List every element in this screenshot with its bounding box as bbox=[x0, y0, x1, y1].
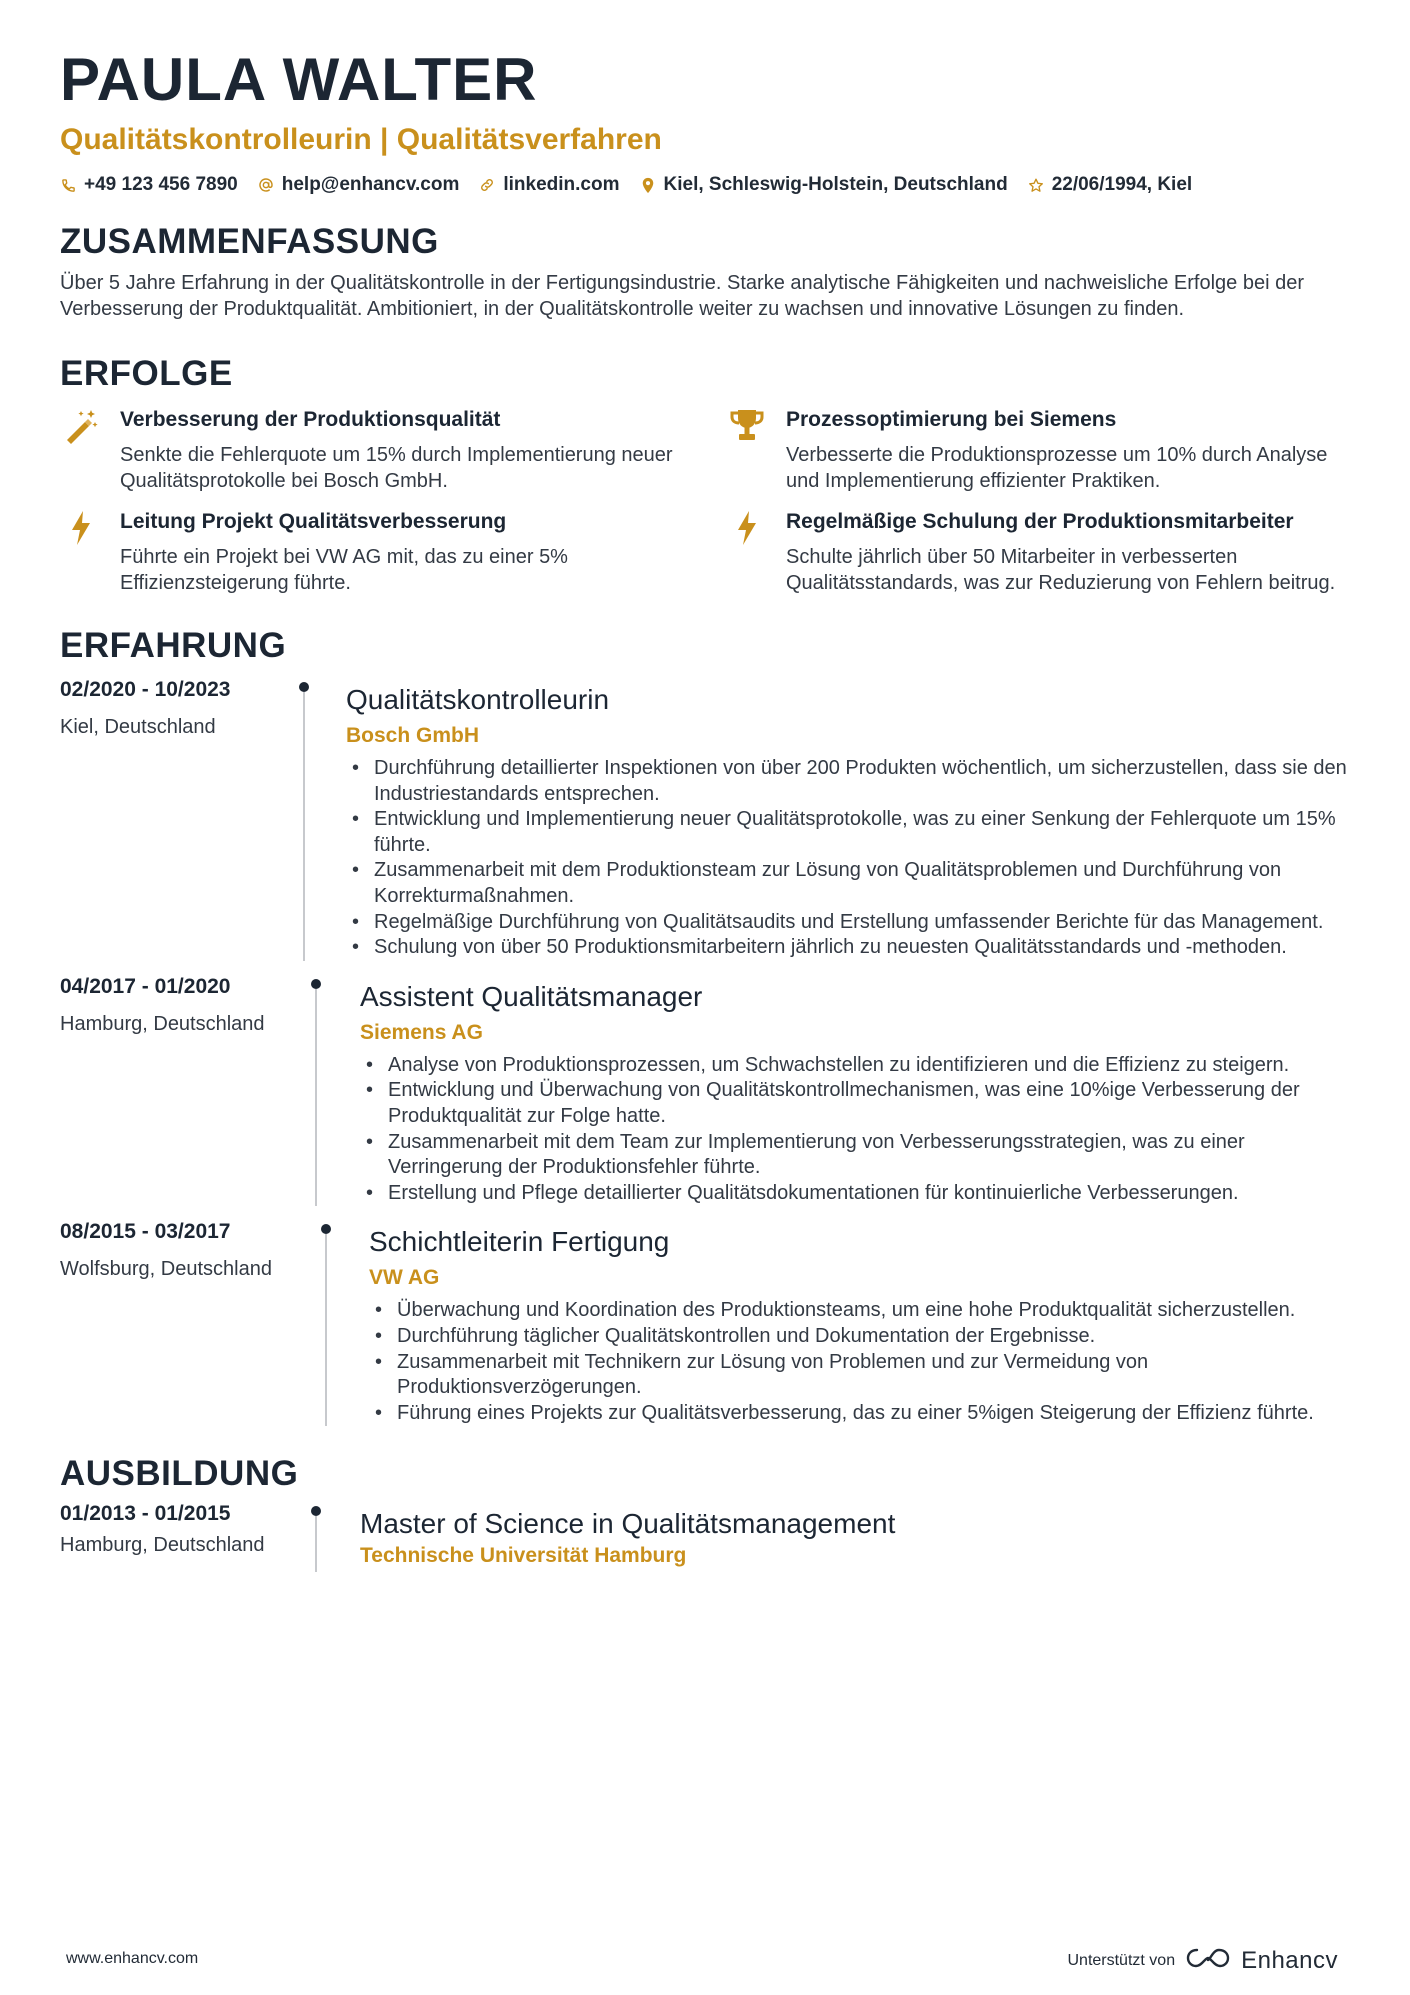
contact-linkedin-text: linkedin.com bbox=[503, 174, 620, 195]
job-company: VW AG bbox=[369, 1266, 440, 1290]
job-bullet: • Führung eines Projekts zur Qualitätsverbesserung, das zu einer 5%igen Steigerung der Effizienz führte. bbox=[369, 1401, 1350, 1427]
timeline bbox=[299, 682, 309, 961]
contact-birth-text: 22/06/1994, Kiel bbox=[1051, 174, 1193, 195]
job-bullet: • Entwicklung und Implementierung neuer Qualitätsprotokolle, was zu einer Senkung der Fehlerquote um 15% führte. bbox=[346, 807, 1350, 858]
job-bullets bbox=[369, 1298, 1350, 1426]
job-meta bbox=[60, 1218, 324, 1426]
job-bullet: • Zusammenarbeit mit dem Produktionsteam zur Lösung von Qualitätsproblemen und Durchführung von Korrekturmaßnahmen. bbox=[346, 858, 1350, 909]
achievement-desc: Verbesserte die Produktionsprozesse um 10% durch Analyse und Implementierung effizienter Praktiken. bbox=[786, 444, 1328, 492]
lightning-bolt-icon bbox=[726, 508, 768, 544]
job-bullet: • Regelmäßige Durchführung von Qualitätsaudits und Erstellung umfassender Berichte für das Management. bbox=[346, 910, 1350, 936]
job-company: Siemens AG bbox=[360, 1020, 483, 1044]
job-meta bbox=[60, 676, 302, 961]
achievement-title: Regelmäßige Schulung der Produktionsmitarbeiter bbox=[786, 510, 1294, 533]
education-heading: AUSBILDUNG bbox=[60, 1454, 299, 1494]
contact-bar bbox=[60, 174, 1350, 196]
job-entry bbox=[60, 973, 1350, 1207]
timeline-dot bbox=[299, 682, 309, 692]
contact-location bbox=[640, 174, 1008, 196]
job-role: Assistent Qualitätsmanager bbox=[360, 980, 703, 1012]
job-bullet: • Überwachung und Koordination des Produktionsteams, um eine hohe Produktqualität sicherzustellen. bbox=[369, 1298, 1350, 1324]
education-degree: Master of Science in Qualitätsmanagement bbox=[360, 1508, 896, 1540]
footer-brand: Enhancv bbox=[1241, 1946, 1338, 1974]
contact-birth bbox=[1028, 174, 1193, 196]
timeline bbox=[321, 1224, 331, 1426]
job-location: Wolfsburg, Deutschland bbox=[60, 1258, 272, 1281]
trophy-icon bbox=[726, 406, 768, 442]
phone-icon bbox=[60, 176, 76, 194]
summary-text: Über 5 Jahre Erfahrung in der Qualitätskontrolle in der Fertigungsindustrie. Starke analytische Fähigkeiten und nachweisliche Erfolge bei der Verbesserung der Produktqualität. Ambitioniert, in der Qualitätskontrolle weiter zu wachsen und innovative Lösungen zu finden. bbox=[60, 272, 1305, 320]
job-details bbox=[314, 973, 1350, 1207]
location-pin-icon bbox=[640, 176, 656, 194]
timeline-line bbox=[303, 692, 305, 961]
resume-header bbox=[60, 44, 1350, 196]
job-company: Bosch GmbH bbox=[346, 724, 480, 747]
magic-wand-icon bbox=[60, 406, 102, 442]
education-date: 01/2013 - 01/2015 bbox=[60, 1502, 231, 1526]
timeline-line bbox=[325, 1234, 327, 1426]
job-bullet: • Durchführung täglicher Qualitätskontrollen und Dokumentation der Ergebnisse. bbox=[369, 1324, 1350, 1350]
timeline-line bbox=[315, 1516, 317, 1572]
job-bullet: • Zusammenarbeit mit Technikern zur Lösung von Problemen und zur Vermeidung von Produktionsverzögerungen. bbox=[369, 1350, 1350, 1401]
job-date: 08/2015 - 03/2017 bbox=[60, 1220, 231, 1244]
contact-email[interactable] bbox=[258, 174, 460, 196]
job-role: Qualitätskontrolleurin bbox=[346, 684, 610, 715]
job-bullet: • Erstellung und Pflege detaillierter Qualitätsdokumentationen für kontinuierliche Verbesserungen. bbox=[360, 1181, 1350, 1207]
footer-powered-by: Unterstützt von bbox=[1067, 1951, 1176, 1969]
job-date: 04/2017 - 01/2020 bbox=[60, 974, 231, 998]
job-entry bbox=[60, 676, 1350, 961]
job-bullet: • Analyse von Produktionsprozessen, um Schwachstellen zu identifizieren und die Effizienz zu steigern. bbox=[360, 1053, 1350, 1079]
timeline-line bbox=[315, 989, 317, 1207]
job-bullets bbox=[360, 1053, 1350, 1207]
job-details bbox=[324, 1218, 1350, 1426]
achievement-title: Prozessoptimierung bei Siemens bbox=[786, 408, 1117, 431]
timeline-dot bbox=[321, 1224, 331, 1234]
achievement-title: Verbesserung der Produktionsqualität bbox=[120, 408, 501, 431]
achievement-desc: Führte ein Projekt bei VW AG mit, das zu einer 5% Effizienzsteigerung führte. bbox=[120, 546, 568, 594]
job-bullets bbox=[346, 756, 1350, 961]
job-bullet: • Zusammenarbeit mit dem Team zur Implementierung von Verbesserungsstrategien, was zu einer Verringerung der Produktionsfehler führte. bbox=[360, 1130, 1350, 1181]
footer-url[interactable]: www.enhancv.com bbox=[66, 1950, 199, 1967]
education-school: Technische Universität Hamburg bbox=[360, 1544, 687, 1568]
achievements-grid bbox=[60, 406, 1350, 596]
education-meta bbox=[60, 1500, 314, 1572]
link-icon bbox=[479, 176, 495, 194]
education-details bbox=[314, 1500, 1350, 1572]
timeline-dot bbox=[311, 1506, 321, 1516]
achievement-item bbox=[726, 508, 1346, 596]
contact-phone-text: +49 123 456 7890 bbox=[84, 174, 238, 195]
achievement-item bbox=[726, 406, 1346, 494]
at-icon bbox=[258, 176, 274, 194]
job-location: Kiel, Deutschland bbox=[60, 716, 216, 738]
candidate-title: Qualitätskontrolleurin | Qualitätsverfahren bbox=[60, 123, 662, 156]
page-footer bbox=[0, 1946, 1410, 1974]
enhancv-logo-icon bbox=[1185, 1946, 1231, 1975]
achievements-section bbox=[60, 352, 1350, 596]
job-entry bbox=[60, 1218, 1350, 1426]
contact-linkedin[interactable] bbox=[479, 174, 619, 196]
achievements-heading: ERFOLGE bbox=[60, 354, 233, 393]
job-bullet: • Entwicklung und Überwachung von Qualitätskontrollmechanismen, was eine 10%ige Verbesserung der Produktqualität zur Folge hatte. bbox=[360, 1078, 1350, 1129]
education-entry bbox=[60, 1500, 1350, 1572]
achievement-desc: Schulte jährlich über 50 Mitarbeiter in verbesserten Qualitätsstandards, was zur Reduzierung von Fehlern beitrug. bbox=[786, 546, 1336, 594]
experience-section bbox=[60, 624, 1350, 1426]
achievement-desc: Senkte die Fehlerquote um 15% durch Implementierung neuer Qualitätsprotokolle bei Bosch GmbH. bbox=[120, 444, 673, 492]
job-meta bbox=[60, 973, 314, 1207]
star-icon bbox=[1028, 176, 1044, 194]
education-location: Hamburg, Deutschland bbox=[60, 1534, 265, 1557]
education-section bbox=[60, 1452, 1350, 1572]
achievement-item bbox=[60, 508, 726, 596]
job-bullet: • Durchführung detaillierter Inspektionen von über 200 Produkten wöchentlich, um sicherzustellen, dass sie den Industriestandards entsprechen. bbox=[346, 756, 1350, 807]
contact-phone bbox=[60, 174, 238, 196]
job-details bbox=[302, 676, 1350, 961]
summary-section bbox=[60, 220, 1350, 322]
job-role: Schichtleiterin Fertigung bbox=[369, 1226, 670, 1258]
achievement-item bbox=[60, 406, 726, 494]
achievement-title: Leitung Projekt Qualitätsverbesserung bbox=[120, 510, 507, 533]
timeline-dot bbox=[311, 979, 321, 989]
job-location: Hamburg, Deutschland bbox=[60, 1012, 265, 1035]
footer-branding bbox=[1067, 1946, 1338, 1975]
job-bullet: • Schulung von über 50 Produktionsmitarbeitern jährlich zu neuesten Qualitätsstandards und -methoden. bbox=[346, 935, 1350, 961]
candidate-name: PAULA WALTER bbox=[60, 46, 538, 113]
job-date: 02/2020 - 10/2023 bbox=[60, 678, 231, 701]
lightning-bolt-icon bbox=[60, 508, 102, 544]
experience-heading: ERFAHRUNG bbox=[60, 626, 287, 665]
contact-email-text: help@enhancv.com bbox=[281, 174, 460, 195]
contact-location-text: Kiel, Schleswig-Holstein, Deutschland bbox=[663, 174, 1008, 195]
summary-heading: ZUSAMMENFASSUNG bbox=[60, 222, 439, 261]
timeline bbox=[311, 979, 321, 1207]
timeline bbox=[311, 1506, 321, 1572]
